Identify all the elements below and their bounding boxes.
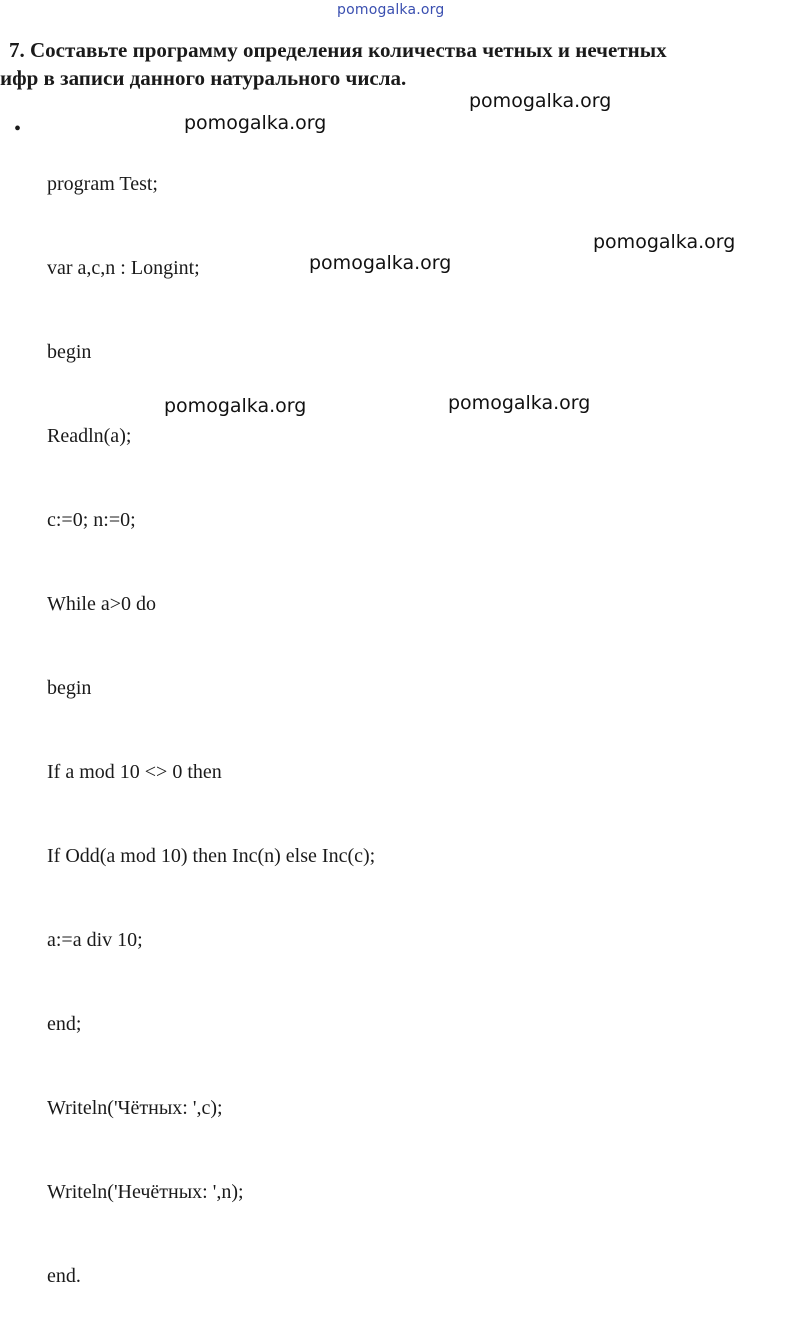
task-heading-line-2: ифр в записи данного натурального числа.: [0, 66, 407, 90]
code-listing: [47, 114, 375, 1318]
top-watermark: pomogalka.org: [337, 2, 445, 18]
code-line: begin: [47, 677, 92, 699]
code-line: While a>0 do: [47, 593, 157, 615]
bullet-marker: •: [14, 118, 22, 140]
watermark-text: pomogalka.org: [184, 112, 327, 134]
code-line: Writeln('Нечётных: ',n);: [47, 1181, 244, 1203]
code-line: end;: [47, 1013, 82, 1035]
code-line: Writeln('Чётных: ',c);: [47, 1097, 223, 1119]
watermark-text: pomogalka.org: [593, 231, 736, 253]
code-line: If a mod 10 <> 0 then: [47, 761, 222, 783]
code-line: program Test;: [47, 173, 158, 195]
code-line: c:=0; n:=0;: [47, 509, 136, 531]
watermark-text: pomogalka.org: [448, 392, 591, 414]
watermark-text: pomogalka.org: [469, 90, 612, 112]
code-line: Readln(a);: [47, 425, 132, 447]
watermark-text: pomogalka.org: [164, 395, 307, 417]
task-heading: [0, 36, 787, 92]
code-line: var a,c,n : Longint;: [47, 257, 200, 279]
watermark-text: pomogalka.org: [309, 252, 452, 274]
task-heading-line-1: 7. Составьте программу определения количества четных и нечетных: [9, 38, 667, 62]
code-line: a:=a div 10;: [47, 929, 143, 951]
code-line: If Odd(a mod 10) then Inc(n) else Inc(c);: [47, 845, 376, 867]
code-line: begin: [47, 341, 92, 363]
code-line: end.: [47, 1265, 81, 1287]
